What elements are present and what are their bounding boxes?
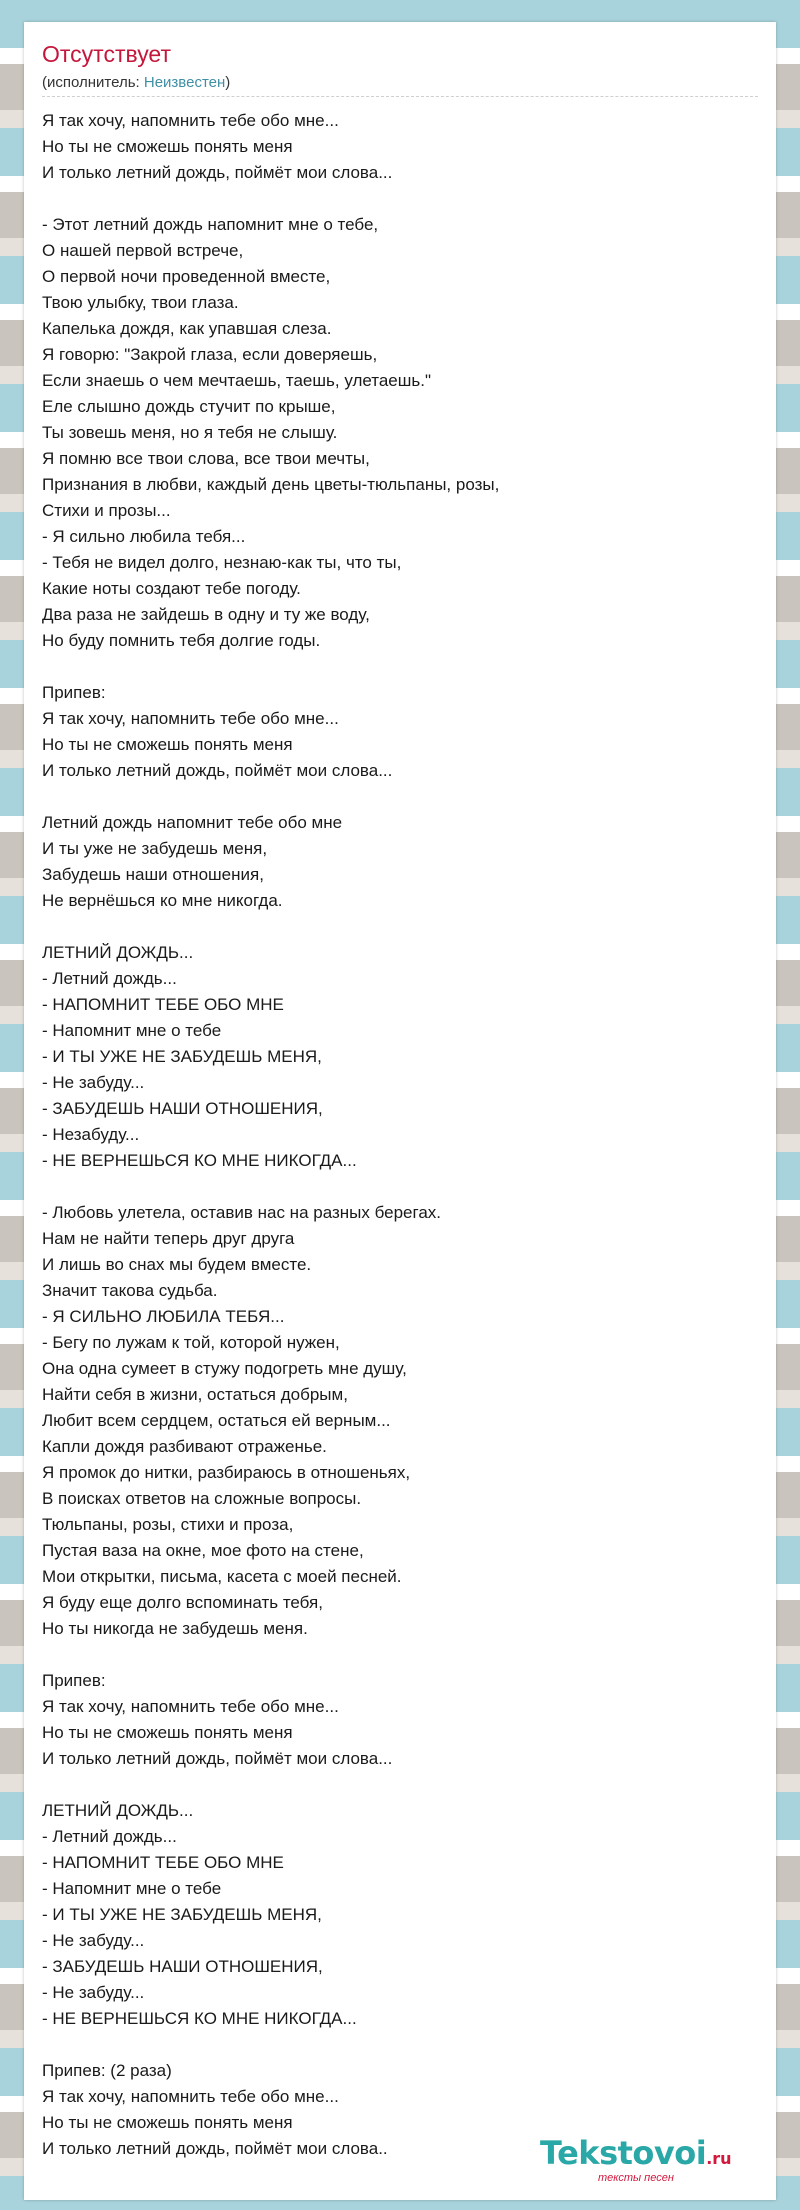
lyric-line: Если знаешь о чем мечтаешь, таешь, улетаешь." bbox=[42, 371, 432, 390]
lyric-line: - Я сильно любила тебя... bbox=[42, 527, 246, 546]
lyric-line bbox=[42, 1772, 758, 1798]
lyric-line: Забудешь наши отношения, bbox=[42, 865, 264, 884]
lyric-line: Я буду еще долго вспоминать тебя, bbox=[42, 1593, 323, 1612]
logo-name: Tekstovoi bbox=[540, 2134, 707, 2172]
lyric-line: И только летний дождь, поймёт мои слова.. bbox=[42, 2139, 388, 2158]
lyric-line: - И ТЫ УЖЕ НЕ ЗАБУДЕШЬ МЕНЯ, bbox=[42, 1047, 322, 1066]
lyric-line: И только летний дождь, поймёт мои слова... bbox=[42, 163, 393, 182]
lyric-line: Значит такова судьба. bbox=[42, 1281, 218, 1300]
lyric-line bbox=[42, 914, 758, 940]
lyric-line: - Незабуду... bbox=[42, 1125, 140, 1144]
lyric-line: Я так хочу, напомнить тебе обо мне... bbox=[42, 709, 339, 728]
lyrics-text bbox=[42, 108, 758, 2162]
lyric-line: Два раза не зайдешь в одну и ту же воду, bbox=[42, 605, 370, 624]
lyric-line bbox=[42, 1642, 758, 1668]
lyric-line: - НАПОМНИТ ТЕБЕ ОБО МНЕ bbox=[42, 995, 284, 1014]
lyric-line bbox=[42, 784, 758, 810]
lyric-line: Любит всем сердцем, остаться ей верным... bbox=[42, 1411, 391, 1430]
lyric-line: - Напомнит мне о тебе bbox=[42, 1879, 222, 1898]
lyric-line: О нашей первой встрече, bbox=[42, 241, 244, 260]
lyric-line: ЛЕТНИЙ ДОЖДЬ... bbox=[42, 1801, 194, 1820]
lyric-line: Я говорю: "Закрой глаза, если доверяешь, bbox=[42, 345, 378, 364]
lyric-line: И лишь во снах мы будем вместе. bbox=[42, 1255, 312, 1274]
lyric-line: - Я СИЛЬНО ЛЮБИЛА ТЕБЯ... bbox=[42, 1307, 285, 1326]
lyric-line: Не вернёшься ко мне никогда. bbox=[42, 891, 283, 910]
lyric-line: Ты зовешь меня, но я тебя не слышу. bbox=[42, 423, 338, 442]
lyric-line: Я так хочу, напомнить тебе обо мне... bbox=[42, 2087, 339, 2106]
lyric-line: Но ты не сможешь понять меня bbox=[42, 137, 293, 156]
lyric-line: И только летний дождь, поймёт мои слова... bbox=[42, 1749, 393, 1768]
lyric-line: - ЗАБУДЕШЬ НАШИ ОТНОШЕНИЯ, bbox=[42, 1099, 323, 1118]
lyric-line: - Не забуду... bbox=[42, 1073, 145, 1092]
lyric-line: - Этот летний дождь напомнит мне о тебе, bbox=[42, 215, 379, 234]
lyric-line: В поисках ответов на сложные вопросы. bbox=[42, 1489, 362, 1508]
lyric-line: - Напомнит мне о тебе bbox=[42, 1021, 222, 1040]
lyrics-card bbox=[24, 22, 776, 2200]
lyric-line bbox=[42, 186, 758, 212]
logo-tld: .ru bbox=[706, 2149, 732, 2168]
lyric-line: И ты уже не забудешь меня, bbox=[42, 839, 268, 858]
lyric-line: Но ты не сможешь понять меня bbox=[42, 2113, 293, 2132]
lyric-line: Припев: bbox=[42, 1671, 106, 1690]
byline-suffix: ) bbox=[225, 74, 231, 91]
lyric-line: И только летний дождь, поймёт мои слова... bbox=[42, 761, 393, 780]
lyric-line: Еле слышно дождь стучит по крыше, bbox=[42, 397, 336, 416]
lyric-line: Какие ноты создают тебе погоду. bbox=[42, 579, 301, 598]
lyric-line: Но ты не сможешь понять меня bbox=[42, 1723, 293, 1742]
byline-prefix: (исполнитель: bbox=[42, 74, 144, 91]
lyric-line: Но ты не сможешь понять меня bbox=[42, 735, 293, 754]
lyric-line: О первой ночи проведенной вместе, bbox=[42, 267, 331, 286]
lyric-line: - НЕ ВЕРНЕШЬСЯ КО МНЕ НИКОГДА... bbox=[42, 2009, 357, 2028]
lyric-line: Мои открытки, письма, касета с моей песней. bbox=[42, 1567, 402, 1586]
lyric-line: Найти себя в жизни, остаться добрым, bbox=[42, 1385, 348, 1404]
lyric-line: Капли дождя разбивают отраженье. bbox=[42, 1437, 327, 1456]
song-title: Отсутствует bbox=[42, 41, 171, 67]
lyric-line: Летний дождь напомнит тебе обо мне bbox=[42, 813, 343, 832]
lyric-line bbox=[42, 1174, 758, 1200]
lyric-line: Я помню все твои слова, все твои мечты, bbox=[42, 449, 370, 468]
lyric-line: Тюльпаны, розы, стихи и проза, bbox=[42, 1515, 294, 1534]
lyric-line: - Летний дождь... bbox=[42, 1827, 177, 1846]
lyric-line: - Не забуду... bbox=[42, 1931, 145, 1950]
lyric-line: Я промок до нитки, разбираюсь в отношеньях, bbox=[42, 1463, 411, 1482]
lyric-line: - ЗАБУДЕШЬ НАШИ ОТНОШЕНИЯ, bbox=[42, 1957, 323, 1976]
lyric-line: - Любовь улетела, оставив нас на разных берегах. bbox=[42, 1203, 442, 1222]
lyric-line: Но буду помнить тебя долгие годы. bbox=[42, 631, 321, 650]
lyric-line: - Не забуду... bbox=[42, 1983, 145, 2002]
lyric-line: - НЕ ВЕРНЕШЬСЯ КО МНЕ НИКОГДА... bbox=[42, 1151, 357, 1170]
lyric-line: Капелька дождя, как упавшая слеза. bbox=[42, 319, 332, 338]
title-divider bbox=[42, 96, 758, 97]
lyric-line: Пустая ваза на окне, мое фото на стене, bbox=[42, 1541, 364, 1560]
logo-tagline: тексты песен bbox=[598, 2172, 674, 2184]
lyric-line: Стихи и прозы... bbox=[42, 501, 171, 520]
lyric-line: - Тебя не видел долго, незнаю-как ты, что ты, bbox=[42, 553, 402, 572]
lyric-line: Я так хочу, напомнить тебе обо мне... bbox=[42, 1697, 339, 1716]
artist-link[interactable]: Неизвестен bbox=[143, 74, 226, 91]
lyric-line: Но ты никогда не забудешь меня. bbox=[42, 1619, 308, 1638]
lyric-line: Твою улыбку, твои глаза. bbox=[42, 293, 239, 312]
lyric-line: ЛЕТНИЙ ДОЖДЬ... bbox=[42, 943, 194, 962]
lyric-line: - Летний дождь... bbox=[42, 969, 177, 988]
lyric-line: Она одна сумеет в стужу подогреть мне душу, bbox=[42, 1359, 407, 1378]
lyric-line: Я так хочу, напомнить тебе обо мне... bbox=[42, 111, 339, 130]
site-logo[interactable] bbox=[540, 2134, 750, 2184]
lyric-line: Припев: (2 раза) bbox=[42, 2061, 172, 2080]
artist-byline bbox=[42, 74, 230, 92]
lyric-line bbox=[42, 654, 758, 680]
lyric-line: - И ТЫ УЖЕ НЕ ЗАБУДЕШЬ МЕНЯ, bbox=[42, 1905, 322, 1924]
lyric-line: - НАПОМНИТ ТЕБЕ ОБО МНЕ bbox=[42, 1853, 284, 1872]
lyric-line: Припев: bbox=[42, 683, 106, 702]
lyric-line: Нам не найти теперь друг друга bbox=[42, 1229, 295, 1248]
lyric-line bbox=[42, 2032, 758, 2058]
lyric-line: - Бегу по лужам к той, которой нужен, bbox=[42, 1333, 340, 1352]
lyric-line: Признания в любви, каждый день цветы-тюльпаны, розы, bbox=[42, 475, 500, 494]
